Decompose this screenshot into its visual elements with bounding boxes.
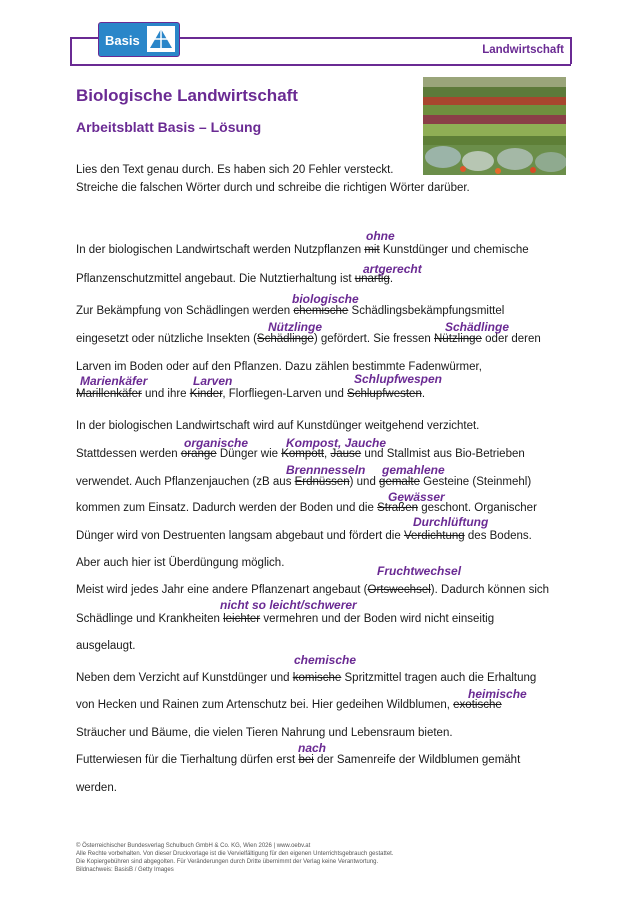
instruction-line-2: Streiche die falschen Wörter durch und schreibe die richtigen Wörter darüber. xyxy=(76,182,470,194)
correction: Marienkäfer xyxy=(80,374,148,388)
struck-word: mit xyxy=(364,244,380,256)
struck-word: Kompott xyxy=(281,448,325,460)
page-subtitle: Arbeitsblatt Basis – Lösung xyxy=(76,119,262,135)
correction: nach xyxy=(298,741,327,755)
struck-word: Kinder xyxy=(189,388,223,400)
text-line: werden. xyxy=(76,782,117,794)
text-line: In der biologischen Landwirtschaft werden Nutzpflanzen mit Kunstdünger und chemische xyxy=(76,244,529,256)
text-line: eingesetzt oder nützliche Insekten (Schädlinge) gefördert. Sie fressen Nützlinge oder deren xyxy=(76,333,541,345)
text-line: Larven im Boden oder auf den Pflanzen. Dazu zählen bestimmte Fadenwürmer, xyxy=(76,361,482,373)
correction: Nützlinge xyxy=(268,320,322,334)
correction: Schlupfwespen xyxy=(354,372,443,386)
footer-line: Bildnachweis: BasisB / Getty Images xyxy=(76,867,174,873)
correction: nicht so leicht/schwerer xyxy=(220,598,357,612)
correction: Fruchtwechsel xyxy=(377,564,462,578)
struck-word: bei xyxy=(298,754,314,766)
text-line: Neben dem Verzicht auf Kunstdünger und komische Spritzmittel tragen auch die Erhaltung xyxy=(76,672,537,684)
subject-label: Landwirtschaft xyxy=(482,44,564,56)
page-title: Biologische Landwirtschaft xyxy=(76,86,298,105)
text-line: Marillenkäfer und ihre Kinder, Florfliegen-Larven und Schlupfwesten. xyxy=(76,388,426,400)
text-line: Dünger wird von Destruenten langsam abgebaut und fördert die Verdichtung des Bodens. xyxy=(76,530,532,542)
text-line: Sträucher und Bäume, die vielen Tieren Nahrung und Lebensraum bieten. xyxy=(76,727,453,739)
logo-text: Basis xyxy=(105,33,140,48)
struck-word: chemische xyxy=(293,305,349,317)
struck-word: gemalte xyxy=(379,476,420,488)
footer-line: Alle Rechte vorbehalten. Von dieser Druckvorlage ist die Vervielfältigung für den eigenen Unterrichtsgebrauch gestattet. xyxy=(76,851,394,857)
correction: Brennnesseln xyxy=(286,463,366,477)
struck-word: Erdnüssen xyxy=(294,476,350,488)
text-line: Schädlinge und Krankheiten leichter vermehren und der Boden wird nicht einseitig xyxy=(76,613,495,625)
struck-word: Jause xyxy=(330,448,362,460)
text-line: von Hecken und Rainen zum Artenschutz bei. Hier gedeihen Wildblumen, exotische xyxy=(76,699,502,711)
correction: Gewässer xyxy=(388,490,445,504)
struck-word: komische xyxy=(292,672,342,684)
correction: organische xyxy=(184,436,249,450)
correction: heimische xyxy=(468,687,527,701)
text-line: ausgelaugt. xyxy=(76,640,136,652)
logo-triangle-icon xyxy=(147,26,175,52)
text-line: kommen zum Einsatz. Dadurch werden der Boden und die Straßen geschont. Organischer xyxy=(76,502,537,514)
correction: gemahlene xyxy=(382,463,445,477)
correction: Larven xyxy=(193,374,233,388)
header-frame-bottom xyxy=(70,64,571,66)
vegetable-field-photo xyxy=(423,77,566,175)
text-line: verwendet. Auch Pflanzenjauchen (zB aus Erdnüssen) und gemalte Gesteine (Steinmehl) xyxy=(76,476,532,488)
correction: biologische xyxy=(292,292,359,306)
header-frame-right xyxy=(570,37,572,64)
basis-logo xyxy=(98,22,180,57)
struck-word: leichter xyxy=(223,613,261,625)
struck-word: Marillenkäfer xyxy=(76,388,142,400)
instruction-line-1: Lies den Text genau durch. Es haben sich 20 Fehler versteckt. xyxy=(76,164,394,176)
struck-word: exotische xyxy=(453,699,502,711)
footer-line: © Österreichischer Bundesverlag Schulbuch GmbH & Co. KG, Wien 2026 | www.oebv.at xyxy=(76,843,311,849)
struck-word: Schlupfwesten xyxy=(347,388,422,400)
text-line: Pflanzenschutzmittel angebaut. Die Nutztierhaltung ist unartig. xyxy=(76,273,394,285)
struck-word: Nützlinge xyxy=(434,333,482,345)
correction: Schädlinge xyxy=(445,320,510,334)
text-line: Aber auch hier ist Überdüngung möglich. xyxy=(76,557,285,569)
text-line: In der biologischen Landwirtschaft wird auf Kunstdünger weitgehend verzichtet. xyxy=(76,420,480,432)
struck-word: Verdichtung xyxy=(403,530,465,542)
struck-word: orange xyxy=(180,448,217,460)
footer-line: Die Kopiergebühren sind abgegolten. Für Veränderungen durch Dritte übernimmt der Verlag keine Verantwortung. xyxy=(76,859,379,865)
header-frame-left xyxy=(70,37,72,64)
struck-word: Straßen xyxy=(377,502,418,514)
correction: ohne xyxy=(366,229,395,243)
text-line: Futterwiesen für die Tierhaltung dürfen erst bei der Samenreife der Wildblumen gemäht xyxy=(76,754,521,766)
correction: chemische xyxy=(294,653,357,667)
struck-word: Ortswechsel xyxy=(367,584,431,596)
struck-word: unartig xyxy=(354,273,390,285)
correction: Kompost, Jauche xyxy=(286,436,387,450)
text-line: Zur Bekämpfung von Schädlingen werden chemische Schädlingsbekämpfungsmittel xyxy=(76,305,505,317)
correction: Durchlüftung xyxy=(413,515,489,529)
struck-word: Schädlinge xyxy=(256,333,314,345)
correction: artgerecht xyxy=(363,262,422,276)
text-line: Stattdessen werden orange Dünger wie Kompott, Jause und Stallmist aus Bio-Betrieben xyxy=(76,448,525,460)
text-line: Meist wird jedes Jahr eine andere Pflanzenart angebaut (Ortswechsel). Dadurch können sich xyxy=(76,584,550,596)
